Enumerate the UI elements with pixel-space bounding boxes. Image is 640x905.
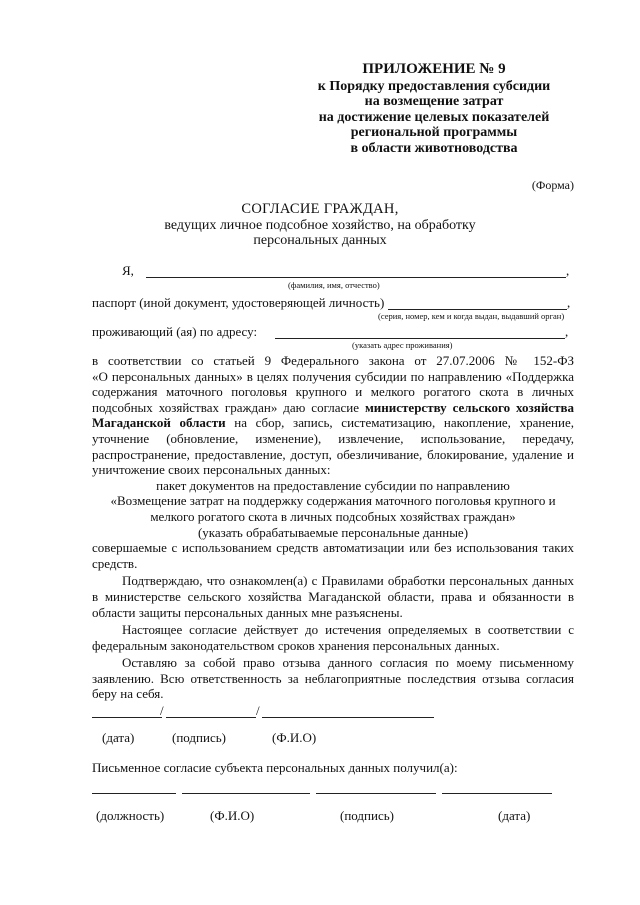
docs-line-1: пакет документов на предоставление субсидии по направлению bbox=[156, 477, 510, 493]
body-paragraph-3: Подтверждаю, что ознакомлен(а) с Правилами обработки персональных данных в министерстве сельского хозяйства Магаданской области, права и обязанности в области защиты персональных данных мне разъяснены. bbox=[92, 573, 574, 620]
signature-fio-label: (Ф.И.О) bbox=[272, 730, 317, 745]
body-paragraph-5: Оставляю за собой право отзыва данного согласия по моему письменному заявлению. Всю ответственность за неблагоприятные последствия отзыва согласия беру на себя. bbox=[92, 655, 574, 702]
document-title bbox=[150, 202, 490, 249]
appendix-line-2: на возмещение затрат bbox=[364, 94, 504, 110]
received-sign-label: (подпись) bbox=[340, 808, 394, 823]
name-hint: (фамилия, имя, отчество) bbox=[288, 280, 380, 290]
body-p1-text-a: «О персональных данных» в целях получения субсидии по направлению «Поддержка содержания маточного поголовья крупного и мелкого рогатого скота в личных подсобных хозяйствах граждан» даю согласие bbox=[92, 368, 574, 415]
signature-slash-1: / bbox=[160, 703, 164, 718]
address-comma: , bbox=[565, 324, 569, 339]
appendix-line-1: к Порядку предоставления субсидии bbox=[317, 78, 551, 94]
title-main: СОГЛАСИЕ ГРАЖДАН, bbox=[241, 201, 399, 217]
name-field-line[interactable] bbox=[146, 277, 566, 278]
signature-slash-2: / bbox=[256, 703, 260, 718]
address-field-line[interactable] bbox=[275, 338, 565, 339]
date-field-line[interactable] bbox=[92, 717, 162, 718]
name-comma: , bbox=[566, 263, 570, 278]
body-paragraph-1 bbox=[92, 369, 574, 478]
received-date-field-line[interactable] bbox=[442, 793, 552, 794]
address-hint: (указать адрес проживания) bbox=[352, 340, 453, 350]
received-text: Письменное согласие субъекта персональных данных получил(а): bbox=[92, 760, 458, 775]
docs-line-4: (указать обрабатываемые персональные данные) bbox=[197, 524, 469, 540]
signature-date-label: (дата) bbox=[102, 730, 135, 745]
passport-hint: (серия, номер, кем и когда выдан, выдавший орган) bbox=[378, 311, 565, 321]
body-paragraph-2: совершаемые с использованием средств автоматизации или без использования таких средств. bbox=[92, 540, 574, 571]
appendix-line-5: в области животноводства bbox=[350, 140, 518, 156]
sign-field-line[interactable] bbox=[166, 717, 256, 718]
received-date-label: (дата) bbox=[498, 808, 531, 823]
received-position-label: (должность) bbox=[96, 808, 165, 823]
form-label: (Форма) bbox=[531, 178, 574, 192]
body-line-1: в соответствии со статьей 9 Федерального закона от 27.07.2006 № 152-ФЗ bbox=[92, 353, 574, 368]
address-label: проживающий (ая) по адресу: bbox=[92, 324, 258, 339]
received-sign-field-line[interactable] bbox=[316, 793, 436, 794]
received-fio-label: (Ф.И.О) bbox=[210, 808, 255, 823]
position-field-line[interactable] bbox=[92, 793, 176, 794]
title-sub-2: персональных данных bbox=[253, 233, 387, 248]
appendix-line-3: на достижение целевых показателей bbox=[318, 109, 550, 125]
fio-field-line[interactable] bbox=[262, 717, 434, 718]
received-fio-field-line[interactable] bbox=[182, 793, 310, 794]
body-paragraph-4: Настоящее согласие действует до истечения определяемых в соответствии с федеральным законодательством сроков хранения персональных данных. bbox=[92, 622, 574, 653]
appendix-number: ПРИЛОЖЕНИЕ № 9 bbox=[362, 61, 506, 77]
ministry-name: министерству сельского хозяйства Магаданской области bbox=[92, 399, 574, 431]
docs-line-2: «Возмещение затрат на поддержку содержания маточного поголовья крупного и bbox=[110, 493, 556, 509]
title-sub-1: ведущих личное подсобное хозяйство, на обработку bbox=[164, 217, 476, 233]
consent-body bbox=[92, 353, 574, 702]
appendix-header bbox=[294, 62, 574, 157]
passport-field-line[interactable] bbox=[388, 309, 567, 310]
name-label: Я, bbox=[122, 263, 134, 278]
docs-line-3: мелкого рогатого скота в личных подсобных хозяйствах граждан» bbox=[150, 508, 516, 524]
passport-comma: , bbox=[567, 295, 571, 310]
signature-sign-label: (подпись) bbox=[172, 730, 226, 745]
appendix-line-4: региональной программы bbox=[350, 125, 518, 141]
body-p1-text-b: на сбор, запись, систематизацию, накопление, хранение, уточнение (обновление, изменение), извлечение, использование, передачу, распространение, предоставление, доступ, обезличивание, блокирование, удаление и уничтожение своих персональных данных: bbox=[92, 415, 574, 478]
passport-label: паспорт (иной документ, удостоверяющей личность) bbox=[92, 295, 385, 310]
